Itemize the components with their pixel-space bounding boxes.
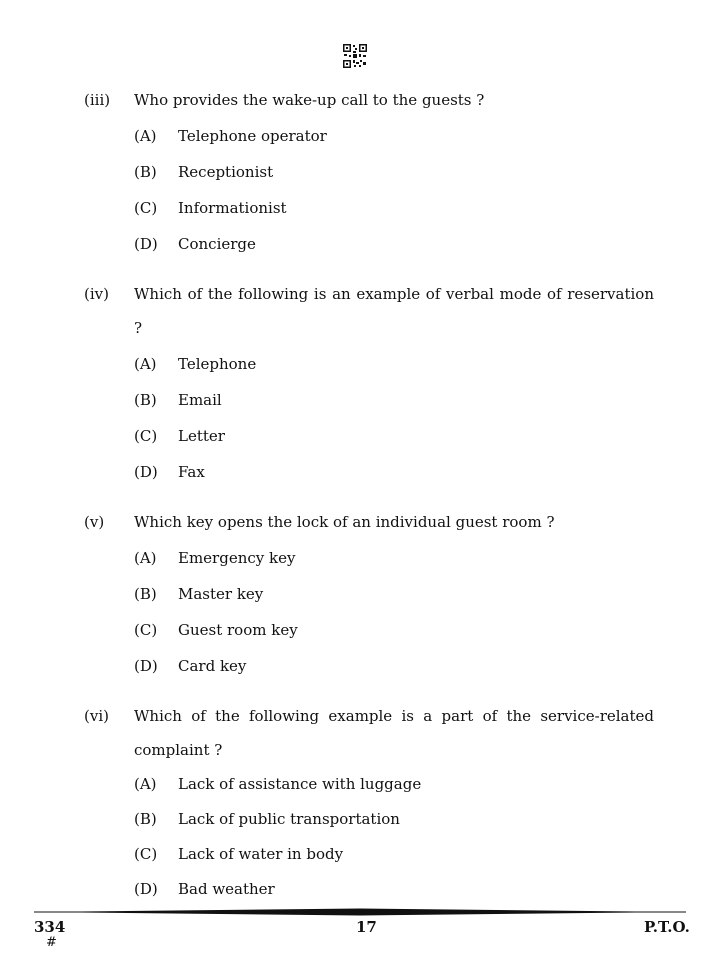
- paper-code: 334: [34, 918, 66, 936]
- question-text: Which of the following is an example of verbal mode of reservation ?: [134, 285, 654, 337]
- option-letter: (A): [134, 127, 157, 145]
- option-c: [0, 426, 727, 446]
- pto-label: P.T.O.: [644, 918, 690, 936]
- page-number: 17: [356, 918, 377, 936]
- question-number: (iii): [84, 91, 111, 109]
- question-text: Who provides the wake-up call to the guests ?: [134, 91, 485, 109]
- option-text: Receptionist: [178, 163, 274, 181]
- option-b: [0, 162, 727, 182]
- footer-divider: [34, 908, 686, 916]
- question-number: (v): [84, 513, 105, 531]
- option-text: Letter: [178, 427, 225, 445]
- option-d: [0, 656, 727, 676]
- option-text: Telephone: [178, 355, 257, 373]
- option-a: [0, 774, 727, 794]
- option-d: [0, 879, 727, 899]
- option-b: [0, 584, 727, 604]
- hash-mark: #: [46, 935, 57, 950]
- option-text: Card key: [178, 657, 247, 675]
- option-text: Informationist: [178, 199, 287, 217]
- option-letter: (A): [134, 775, 157, 793]
- option-text: Lack of water in body: [178, 845, 344, 863]
- option-text: Bad weather: [178, 880, 275, 898]
- option-b: [0, 390, 727, 410]
- option-a: [0, 354, 727, 374]
- option-text: Guest room key: [178, 621, 298, 639]
- question-text: Which key opens the lock of an individual guest room ?: [134, 513, 555, 531]
- option-c: [0, 198, 727, 218]
- option-letter: (D): [134, 880, 158, 898]
- question-text: Which of the following example is a part of the service-related complaint ?: [134, 707, 654, 759]
- option-letter: (C): [134, 199, 158, 217]
- option-text: Master key: [178, 585, 264, 603]
- option-text: Lack of assistance with luggage: [178, 775, 422, 793]
- option-letter: (C): [134, 427, 158, 445]
- option-letter: (C): [134, 845, 158, 863]
- option-text: Lack of public transportation: [178, 810, 400, 828]
- option-letter: (B): [134, 391, 157, 409]
- option-a: [0, 548, 727, 568]
- option-letter: (D): [134, 657, 158, 675]
- option-c: [0, 620, 727, 640]
- option-text: Emergency key: [178, 549, 296, 567]
- option-letter: (B): [134, 163, 157, 181]
- option-letter: (D): [134, 463, 158, 481]
- option-text: Concierge: [178, 235, 256, 253]
- option-d: [0, 462, 727, 482]
- option-letter: (A): [134, 549, 157, 567]
- option-letter: (C): [134, 621, 158, 639]
- option-letter: (D): [134, 235, 158, 253]
- option-letter: (B): [134, 585, 157, 603]
- option-text: Telephone operator: [178, 127, 327, 145]
- qr-code-icon: [343, 44, 367, 68]
- question-number: (vi): [84, 707, 109, 725]
- question-number: (iv): [84, 285, 109, 303]
- option-text: Email: [178, 391, 222, 409]
- option-d: [0, 234, 727, 254]
- option-letter: (A): [134, 355, 157, 373]
- option-a: [0, 126, 727, 146]
- option-b: [0, 809, 727, 829]
- option-letter: (B): [134, 810, 157, 828]
- option-text: Fax: [178, 463, 205, 481]
- option-c: [0, 844, 727, 864]
